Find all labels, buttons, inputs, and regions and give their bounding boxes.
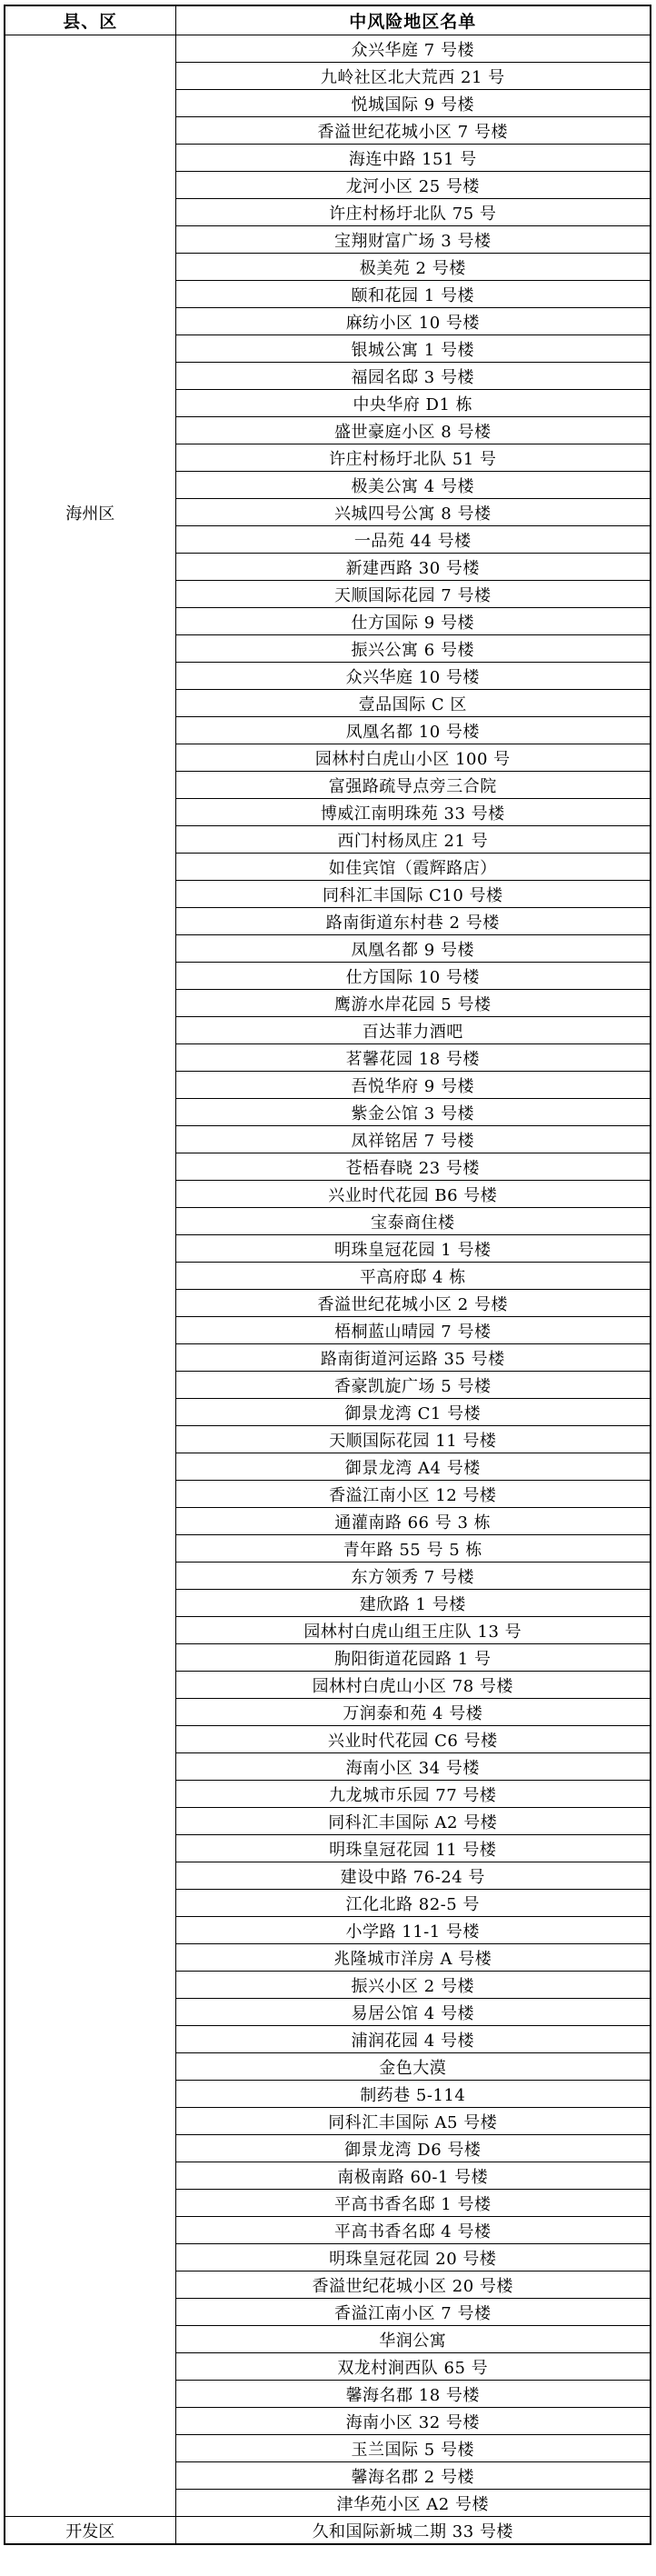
- area-cell: 香溢世纪花城小区 2 号楼: [175, 1290, 651, 1317]
- area-cell: 平高书香名邸 1 号楼: [175, 2190, 651, 2217]
- area-cell: 仕方国际 10 号楼: [175, 963, 651, 990]
- area-cell: 振兴公寓 6 号楼: [175, 635, 651, 663]
- area-cell: 香豪凯旋广场 5 号楼: [175, 1372, 651, 1399]
- area-cell: 建欣路 1 号楼: [175, 1590, 651, 1617]
- area-cell: 凤祥铭居 7 号楼: [175, 1126, 651, 1153]
- area-cell: 平高书香名邸 4 号楼: [175, 2217, 651, 2244]
- area-cell: 浦润花园 4 号楼: [175, 2026, 651, 2053]
- area-cell: 园林村白虎山小区 78 号楼: [175, 1672, 651, 1699]
- area-cell: 路南街道东村巷 2 号楼: [175, 908, 651, 935]
- area-cell: 东方领秀 7 号楼: [175, 1563, 651, 1590]
- area-cell: 苍梧春晓 23 号楼: [175, 1153, 651, 1181]
- area-cell: 园林村白虎山小区 100 号: [175, 744, 651, 772]
- table-row: [5, 35, 651, 63]
- area-cell: 颐和花园 1 号楼: [175, 281, 651, 308]
- area-cell: 御景龙湾 C1 号楼: [175, 1399, 651, 1426]
- area-cell: 华润公寓: [175, 2326, 651, 2353]
- area-cell: 香溢世纪花城小区 7 号楼: [175, 117, 651, 145]
- area-cell: 九岭社区北大荒西 21 号: [175, 63, 651, 90]
- area-cell: 盛世豪庭小区 8 号楼: [175, 417, 651, 444]
- area-cell: 朐阳街道花园路 1 号: [175, 1644, 651, 1672]
- area-cell: 凤凰名都 9 号楼: [175, 935, 651, 963]
- area-cell: 香溢江南小区 7 号楼: [175, 2299, 651, 2326]
- area-cell: 万润泰和苑 4 号楼: [175, 1699, 651, 1726]
- area-cell: 小学路 11-1 号楼: [175, 1917, 651, 1944]
- area-cell: 梧桐蓝山晴园 7 号楼: [175, 1317, 651, 1344]
- area-cell: 海南小区 34 号楼: [175, 1753, 651, 1781]
- area-cell: 九龙城市乐园 77 号楼: [175, 1781, 651, 1808]
- area-cell: 兆隆城市洋房 A 号楼: [175, 1944, 651, 1972]
- area-cell: 兴城四号公寓 8 号楼: [175, 499, 651, 526]
- area-cell: 茗馨花园 18 号楼: [175, 1044, 651, 1072]
- district-cell: 开发区: [5, 2517, 175, 2545]
- area-cell: 吾悦华府 9 号楼: [175, 1072, 651, 1099]
- area-cell: 建设中路 76-24 号: [175, 1862, 651, 1890]
- area-cell: 壹品国际 C 区: [175, 690, 651, 717]
- area-cell: 宝翔财富广场 3 号楼: [175, 226, 651, 254]
- area-cell: 振兴小区 2 号楼: [175, 1972, 651, 1999]
- area-cell: 江化北路 82-5 号: [175, 1890, 651, 1917]
- district-cell: 海州区: [5, 35, 175, 2517]
- area-cell: 通灌南路 66 号 3 栋: [175, 1508, 651, 1535]
- area-cell: 众兴华庭 10 号楼: [175, 663, 651, 690]
- area-cell: 如佳宾馆（霞辉路店）: [175, 854, 651, 881]
- area-cell: 久和国际新城二期 33 号楼: [175, 2517, 651, 2545]
- area-cell: 御景龙湾 A4 号楼: [175, 1453, 651, 1481]
- area-cell: 兴业时代花园 C6 号楼: [175, 1726, 651, 1753]
- area-cell: 宝泰商住楼: [175, 1208, 651, 1235]
- area-cell: 天顺国际花园 11 号楼: [175, 1426, 651, 1453]
- area-cell: 金色大漠: [175, 2053, 651, 2081]
- area-cell: 许庄村杨圩北队 51 号: [175, 444, 651, 472]
- area-cell: 银城公寓 1 号楼: [175, 335, 651, 363]
- area-cell: 南极南路 60-1 号楼: [175, 2162, 651, 2190]
- area-cell: 紫金公馆 3 号楼: [175, 1099, 651, 1126]
- area-cell: 同科汇丰国际 A5 号楼: [175, 2108, 651, 2135]
- area-cell: 鹰游水岸花园 5 号楼: [175, 990, 651, 1017]
- area-cell: 香溢江南小区 12 号楼: [175, 1481, 651, 1508]
- area-cell: 路南街道河运路 35 号楼: [175, 1344, 651, 1372]
- area-cell: 悦城国际 9 号楼: [175, 90, 651, 117]
- area-cell: 百达菲力酒吧: [175, 1017, 651, 1044]
- area-cell: 青年路 55 号 5 栋: [175, 1535, 651, 1563]
- area-cell: 天顺国际花园 7 号楼: [175, 581, 651, 608]
- area-cell: 津华苑小区 A2 号楼: [175, 2490, 651, 2517]
- area-cell: 仕方国际 9 号楼: [175, 608, 651, 635]
- area-cell: 双龙村涧西队 65 号: [175, 2353, 651, 2381]
- area-cell: 新建西路 30 号楼: [175, 554, 651, 581]
- area-cell: 制药巷 5-114: [175, 2081, 651, 2108]
- area-cell: 龙河小区 25 号楼: [175, 172, 651, 199]
- area-cell: 兴业时代花园 B6 号楼: [175, 1181, 651, 1208]
- header-row: [5, 5, 651, 35]
- area-cell: 福园名邸 3 号楼: [175, 363, 651, 390]
- area-cell: 同科汇丰国际 C10 号楼: [175, 881, 651, 908]
- column-header-district: 县、区: [5, 5, 175, 35]
- medium-risk-area-table: [4, 5, 651, 2545]
- area-cell: 海连中路 151 号: [175, 145, 651, 172]
- area-cell: 园林村白虎山组王庄队 13 号: [175, 1617, 651, 1644]
- area-cell: 馨海名郡 18 号楼: [175, 2381, 651, 2408]
- area-cell: 极美苑 2 号楼: [175, 254, 651, 281]
- area-cell: 许庄村杨圩北队 75 号: [175, 199, 651, 226]
- area-cell: 海南小区 32 号楼: [175, 2408, 651, 2435]
- area-cell: 明珠皇冠花园 20 号楼: [175, 2244, 651, 2271]
- area-cell: 明珠皇冠花园 11 号楼: [175, 1835, 651, 1862]
- area-cell: 明珠皇冠花园 1 号楼: [175, 1235, 651, 1263]
- area-cell: 玉兰国际 5 号楼: [175, 2435, 651, 2462]
- area-cell: 一品苑 44 号楼: [175, 526, 651, 554]
- area-cell: 麻纺小区 10 号楼: [175, 308, 651, 335]
- area-cell: 极美公寓 4 号楼: [175, 472, 651, 499]
- table-row: [5, 2517, 651, 2545]
- area-cell: 富强路疏导点旁三合院: [175, 772, 651, 799]
- area-cell: 平高府邸 4 栋: [175, 1263, 651, 1290]
- area-cell: 御景龙湾 D6 号楼: [175, 2135, 651, 2162]
- area-cell: 博威江南明珠苑 33 号楼: [175, 799, 651, 826]
- area-cell: 中央华府 D1 栋: [175, 390, 651, 417]
- area-cell: 凤凰名都 10 号楼: [175, 717, 651, 744]
- area-cell: 易居公馆 4 号楼: [175, 1999, 651, 2026]
- column-header-risk-list: 中风险地区名单: [175, 5, 651, 35]
- area-cell: 香溢世纪花城小区 20 号楼: [175, 2271, 651, 2299]
- area-cell: 馨海名郡 2 号楼: [175, 2462, 651, 2490]
- area-cell: 众兴华庭 7 号楼: [175, 35, 651, 63]
- area-cell: 西门村杨凤庄 21 号: [175, 826, 651, 854]
- area-cell: 同科汇丰国际 A2 号楼: [175, 1808, 651, 1835]
